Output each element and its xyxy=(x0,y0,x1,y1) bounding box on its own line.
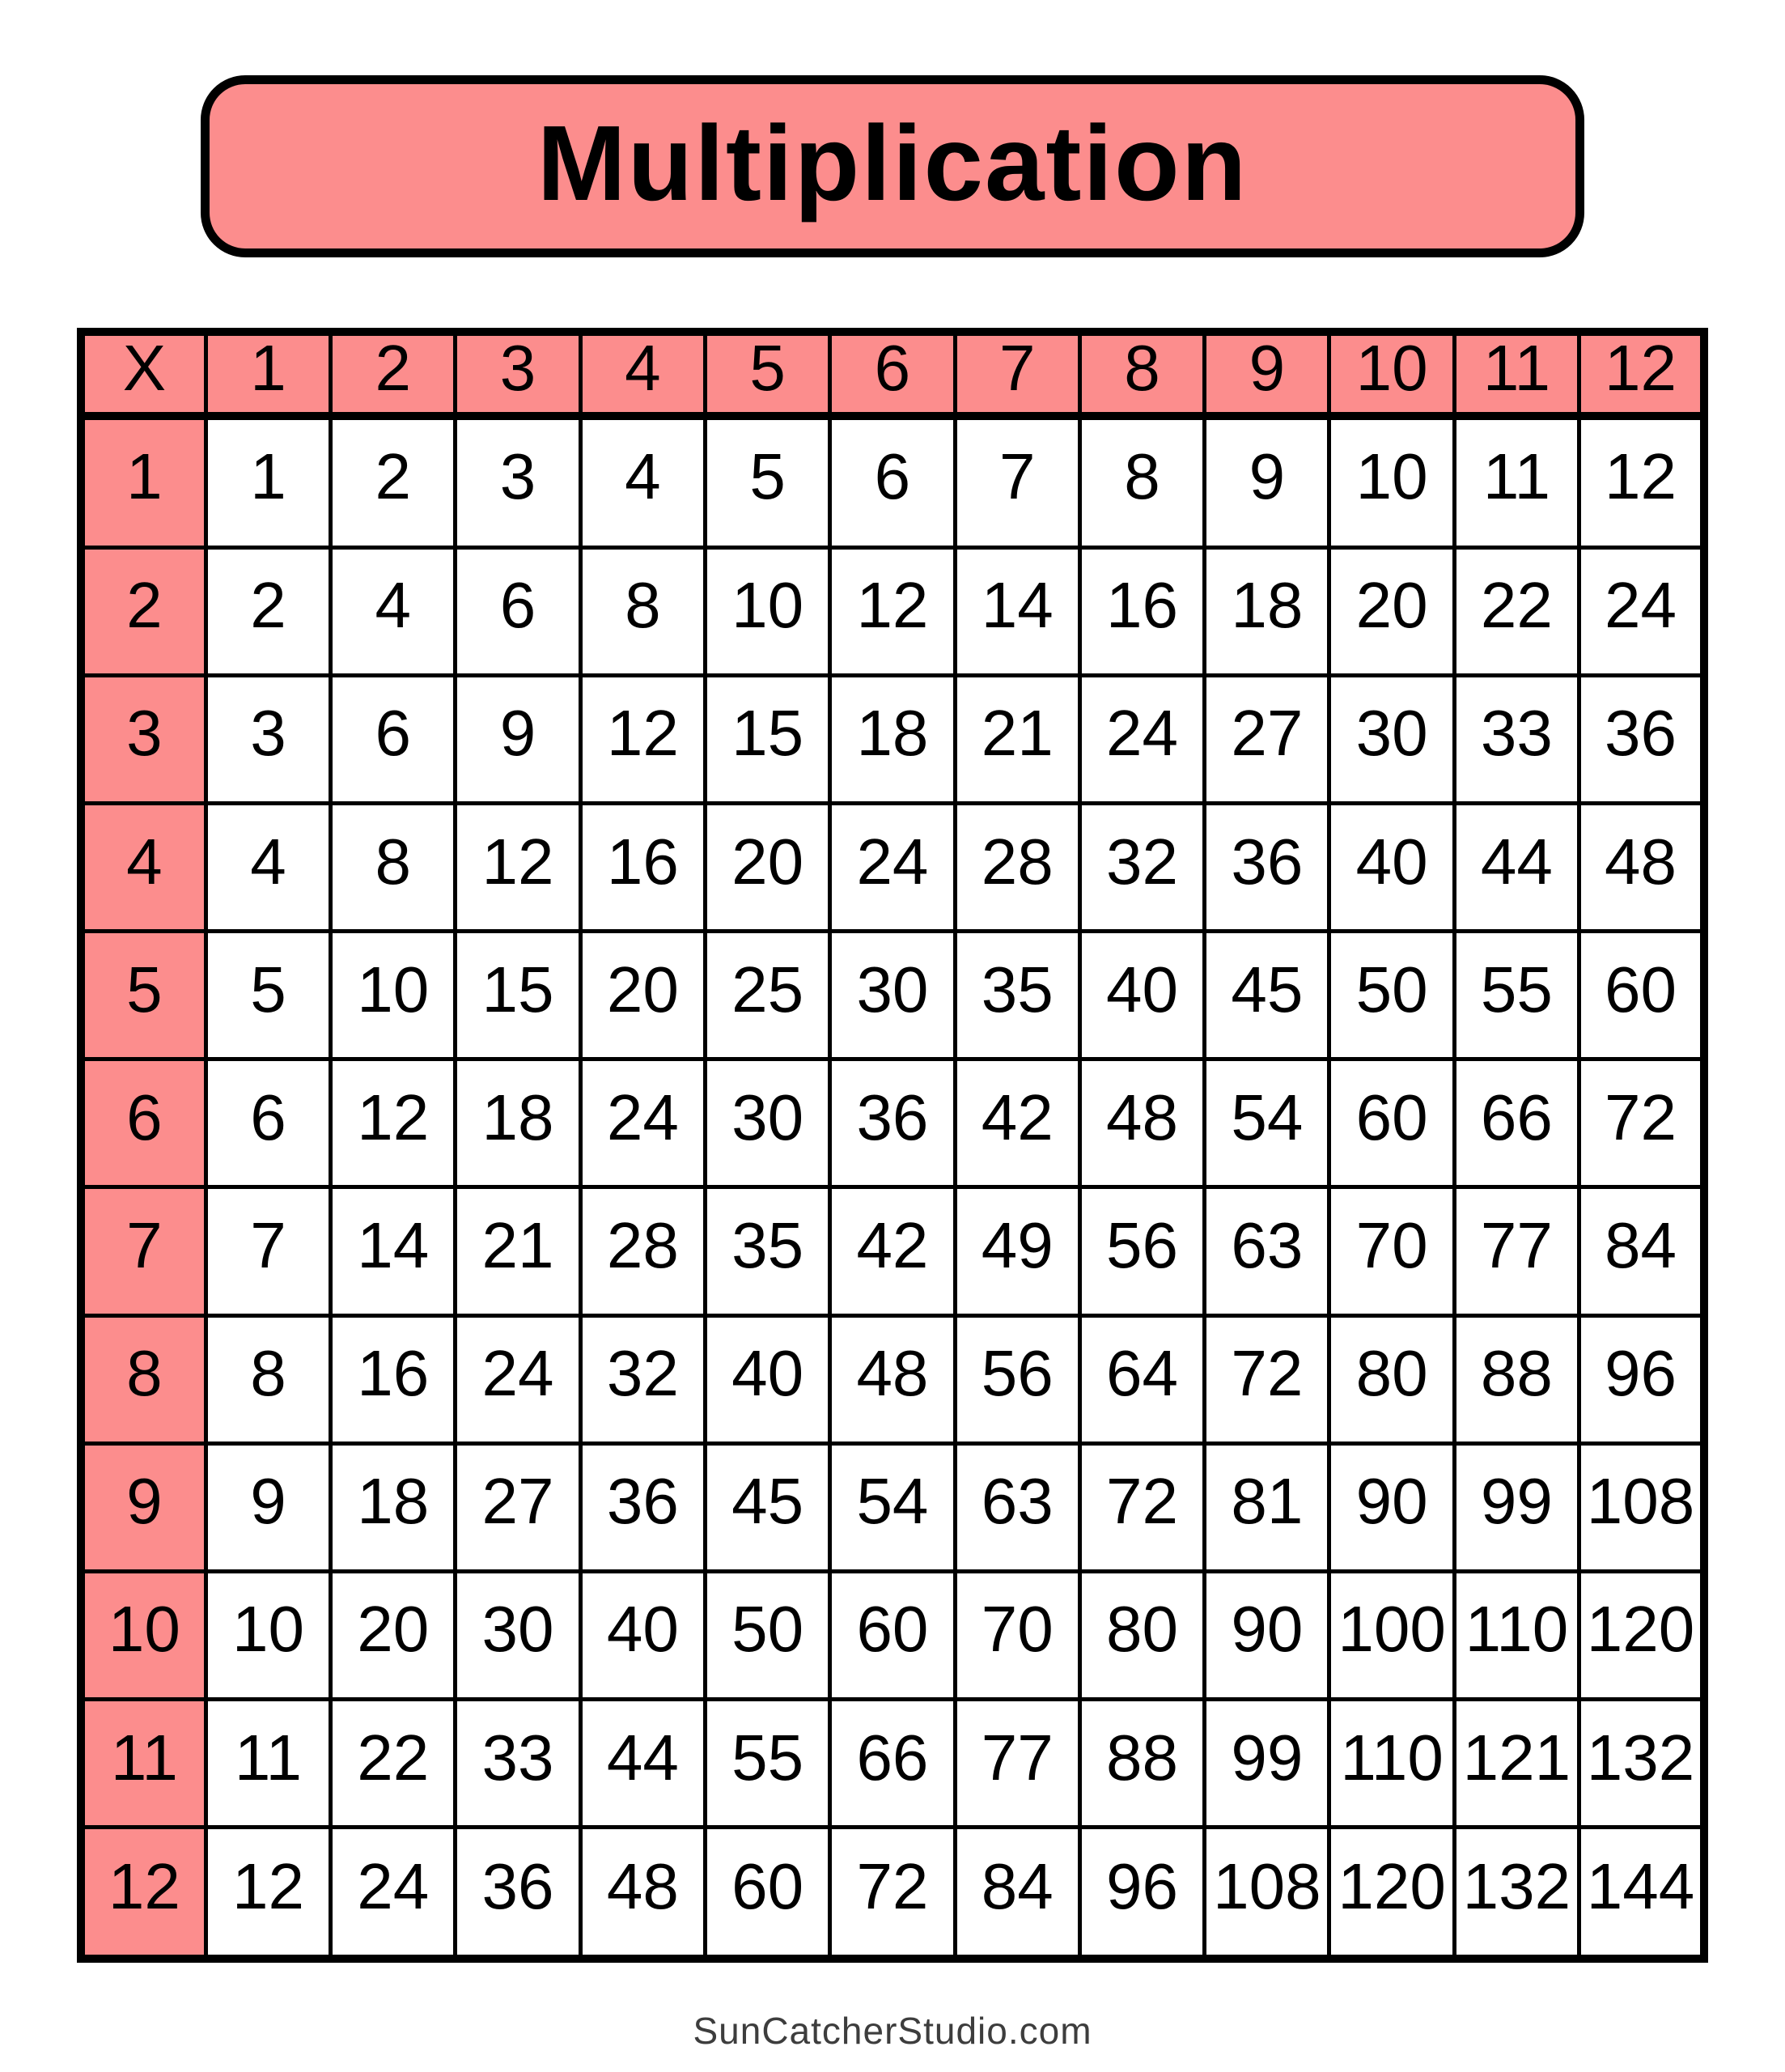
footer-credit: SunCatcherStudio.com xyxy=(693,2010,1092,2052)
row-header-cell: 5 xyxy=(81,932,206,1059)
table-row xyxy=(81,1187,1704,1315)
product-cell: 110 xyxy=(1454,1571,1579,1699)
table-row xyxy=(81,1443,1704,1571)
column-header-cell: 2 xyxy=(331,332,456,416)
product-cell: 77 xyxy=(1454,1187,1579,1315)
row-header-cell: 9 xyxy=(81,1443,206,1571)
product-cell: 11 xyxy=(206,1700,330,1828)
product-cell: 2 xyxy=(206,547,330,675)
product-cell: 48 xyxy=(1579,803,1704,931)
product-cell: 32 xyxy=(580,1315,705,1443)
column-header-cell: 3 xyxy=(456,332,580,416)
product-cell: 63 xyxy=(955,1443,1079,1571)
product-cell: 88 xyxy=(1079,1700,1204,1828)
corner-cell: X xyxy=(81,332,206,416)
product-cell: 5 xyxy=(705,416,829,547)
table-row xyxy=(81,675,1704,803)
product-cell: 30 xyxy=(830,932,955,1059)
product-cell: 55 xyxy=(705,1700,829,1828)
product-cell: 24 xyxy=(830,803,955,931)
product-cell: 20 xyxy=(580,932,705,1059)
product-cell: 30 xyxy=(705,1059,829,1187)
product-cell: 3 xyxy=(456,416,580,547)
table-row xyxy=(81,1571,1704,1699)
product-cell: 30 xyxy=(1329,675,1454,803)
product-cell: 36 xyxy=(830,1059,955,1187)
product-cell: 14 xyxy=(955,547,1079,675)
product-cell: 27 xyxy=(456,1443,580,1571)
table-row xyxy=(81,416,1704,547)
product-cell: 8 xyxy=(206,1315,330,1443)
product-cell: 44 xyxy=(580,1700,705,1828)
product-cell: 10 xyxy=(206,1571,330,1699)
column-header-cell: 12 xyxy=(1579,332,1704,416)
product-cell: 21 xyxy=(456,1187,580,1315)
column-header-cell: 6 xyxy=(830,332,955,416)
product-cell: 48 xyxy=(830,1315,955,1443)
product-cell: 12 xyxy=(331,1059,456,1187)
product-cell: 7 xyxy=(955,416,1079,547)
row-header-cell: 1 xyxy=(81,416,206,547)
product-cell: 9 xyxy=(1205,416,1329,547)
product-cell: 10 xyxy=(331,932,456,1059)
product-cell: 144 xyxy=(1579,1828,1704,1959)
product-cell: 1 xyxy=(206,416,330,547)
product-cell: 60 xyxy=(830,1571,955,1699)
product-cell: 25 xyxy=(705,932,829,1059)
product-cell: 84 xyxy=(955,1828,1079,1959)
product-cell: 2 xyxy=(331,416,456,547)
table-body xyxy=(81,416,1704,1959)
product-cell: 30 xyxy=(456,1571,580,1699)
product-cell: 72 xyxy=(1205,1315,1329,1443)
product-cell: 16 xyxy=(1079,547,1204,675)
product-cell: 24 xyxy=(331,1828,456,1959)
product-cell: 18 xyxy=(830,675,955,803)
product-cell: 60 xyxy=(1579,932,1704,1059)
product-cell: 70 xyxy=(1329,1187,1454,1315)
product-cell: 4 xyxy=(580,416,705,547)
product-cell: 33 xyxy=(456,1700,580,1828)
row-header-cell: 4 xyxy=(81,803,206,931)
product-cell: 80 xyxy=(1329,1315,1454,1443)
row-header-cell: 10 xyxy=(81,1571,206,1699)
table-row xyxy=(81,932,1704,1059)
title-banner xyxy=(201,75,1584,257)
product-cell: 36 xyxy=(580,1443,705,1571)
product-cell: 60 xyxy=(705,1828,829,1959)
product-cell: 50 xyxy=(1329,932,1454,1059)
product-cell: 27 xyxy=(1205,675,1329,803)
product-cell: 54 xyxy=(830,1443,955,1571)
product-cell: 96 xyxy=(1079,1828,1204,1959)
product-cell: 10 xyxy=(1329,416,1454,547)
product-cell: 35 xyxy=(705,1187,829,1315)
table-row xyxy=(81,1315,1704,1443)
header-row xyxy=(81,332,1704,416)
product-cell: 80 xyxy=(1079,1571,1204,1699)
product-cell: 48 xyxy=(1079,1059,1204,1187)
product-cell: 6 xyxy=(456,547,580,675)
product-cell: 40 xyxy=(705,1315,829,1443)
multiplication-table xyxy=(77,328,1708,1963)
product-cell: 12 xyxy=(456,803,580,931)
column-header-cell: 7 xyxy=(955,332,1079,416)
product-cell: 55 xyxy=(1454,932,1579,1059)
product-cell: 7 xyxy=(206,1187,330,1315)
product-cell: 100 xyxy=(1329,1571,1454,1699)
product-cell: 81 xyxy=(1205,1443,1329,1571)
multiplication-table-container xyxy=(77,328,1708,1963)
product-cell: 108 xyxy=(1205,1828,1329,1959)
product-cell: 66 xyxy=(830,1700,955,1828)
column-header-cell: 4 xyxy=(580,332,705,416)
product-cell: 33 xyxy=(1454,675,1579,803)
product-cell: 132 xyxy=(1454,1828,1579,1959)
product-cell: 5 xyxy=(206,932,330,1059)
product-cell: 96 xyxy=(1579,1315,1704,1443)
product-cell: 15 xyxy=(705,675,829,803)
row-header-cell: 12 xyxy=(81,1828,206,1959)
product-cell: 84 xyxy=(1579,1187,1704,1315)
row-header-cell: 7 xyxy=(81,1187,206,1315)
product-cell: 24 xyxy=(456,1315,580,1443)
product-cell: 54 xyxy=(1205,1059,1329,1187)
product-cell: 108 xyxy=(1579,1443,1704,1571)
product-cell: 72 xyxy=(1079,1443,1204,1571)
row-header-cell: 3 xyxy=(81,675,206,803)
table-row xyxy=(81,803,1704,931)
product-cell: 15 xyxy=(456,932,580,1059)
product-cell: 44 xyxy=(1454,803,1579,931)
product-cell: 18 xyxy=(331,1443,456,1571)
product-cell: 42 xyxy=(955,1059,1079,1187)
product-cell: 49 xyxy=(955,1187,1079,1315)
product-cell: 50 xyxy=(705,1571,829,1699)
product-cell: 42 xyxy=(830,1187,955,1315)
column-header-cell: 9 xyxy=(1205,332,1329,416)
product-cell: 36 xyxy=(456,1828,580,1959)
product-cell: 8 xyxy=(1079,416,1204,547)
product-cell: 66 xyxy=(1454,1059,1579,1187)
product-cell: 10 xyxy=(705,547,829,675)
product-cell: 16 xyxy=(331,1315,456,1443)
product-cell: 88 xyxy=(1454,1315,1579,1443)
product-cell: 4 xyxy=(331,547,456,675)
column-header-cell: 11 xyxy=(1454,332,1579,416)
row-header-cell: 8 xyxy=(81,1315,206,1443)
table-row xyxy=(81,1828,1704,1959)
column-header-cell: 5 xyxy=(705,332,829,416)
product-cell: 18 xyxy=(456,1059,580,1187)
row-header-cell: 11 xyxy=(81,1700,206,1828)
column-header-cell: 8 xyxy=(1079,332,1204,416)
product-cell: 9 xyxy=(456,675,580,803)
product-cell: 6 xyxy=(331,675,456,803)
product-cell: 12 xyxy=(206,1828,330,1959)
product-cell: 48 xyxy=(580,1828,705,1959)
product-cell: 12 xyxy=(830,547,955,675)
product-cell: 9 xyxy=(206,1443,330,1571)
product-cell: 110 xyxy=(1329,1700,1454,1828)
product-cell: 40 xyxy=(580,1571,705,1699)
product-cell: 120 xyxy=(1579,1571,1704,1699)
product-cell: 14 xyxy=(331,1187,456,1315)
product-cell: 32 xyxy=(1079,803,1204,931)
product-cell: 12 xyxy=(580,675,705,803)
product-cell: 72 xyxy=(1579,1059,1704,1187)
product-cell: 99 xyxy=(1454,1443,1579,1571)
product-cell: 45 xyxy=(705,1443,829,1571)
product-cell: 20 xyxy=(1329,547,1454,675)
product-cell: 132 xyxy=(1579,1700,1704,1828)
product-cell: 99 xyxy=(1205,1700,1329,1828)
product-cell: 36 xyxy=(1579,675,1704,803)
row-header-cell: 6 xyxy=(81,1059,206,1187)
product-cell: 64 xyxy=(1079,1315,1204,1443)
page-title: Multiplication xyxy=(536,103,1249,223)
product-cell: 77 xyxy=(955,1700,1079,1828)
product-cell: 40 xyxy=(1079,932,1204,1059)
product-cell: 16 xyxy=(580,803,705,931)
product-cell: 8 xyxy=(580,547,705,675)
table-header-row-group xyxy=(81,332,1704,416)
product-cell: 20 xyxy=(331,1571,456,1699)
product-cell: 24 xyxy=(1079,675,1204,803)
product-cell: 20 xyxy=(705,803,829,931)
column-header-cell: 10 xyxy=(1329,332,1454,416)
product-cell: 21 xyxy=(955,675,1079,803)
product-cell: 36 xyxy=(1205,803,1329,931)
product-cell: 8 xyxy=(331,803,456,931)
product-cell: 70 xyxy=(955,1571,1079,1699)
product-cell: 56 xyxy=(955,1315,1079,1443)
product-cell: 63 xyxy=(1205,1187,1329,1315)
product-cell: 4 xyxy=(206,803,330,931)
product-cell: 121 xyxy=(1454,1700,1579,1828)
product-cell: 28 xyxy=(955,803,1079,931)
product-cell: 35 xyxy=(955,932,1079,1059)
product-cell: 22 xyxy=(1454,547,1579,675)
row-header-cell: 2 xyxy=(81,547,206,675)
table-row xyxy=(81,1059,1704,1187)
product-cell: 22 xyxy=(331,1700,456,1828)
product-cell: 28 xyxy=(580,1187,705,1315)
product-cell: 6 xyxy=(206,1059,330,1187)
product-cell: 6 xyxy=(830,416,955,547)
product-cell: 60 xyxy=(1329,1059,1454,1187)
table-row xyxy=(81,547,1704,675)
product-cell: 56 xyxy=(1079,1187,1204,1315)
product-cell: 12 xyxy=(1579,416,1704,547)
product-cell: 18 xyxy=(1205,547,1329,675)
product-cell: 90 xyxy=(1205,1571,1329,1699)
product-cell: 40 xyxy=(1329,803,1454,931)
product-cell: 120 xyxy=(1329,1828,1454,1959)
product-cell: 45 xyxy=(1205,932,1329,1059)
product-cell: 24 xyxy=(580,1059,705,1187)
product-cell: 24 xyxy=(1579,547,1704,675)
column-header-cell: 1 xyxy=(206,332,330,416)
product-cell: 90 xyxy=(1329,1443,1454,1571)
product-cell: 11 xyxy=(1454,416,1579,547)
product-cell: 72 xyxy=(830,1828,955,1959)
product-cell: 3 xyxy=(206,675,330,803)
table-row xyxy=(81,1700,1704,1828)
